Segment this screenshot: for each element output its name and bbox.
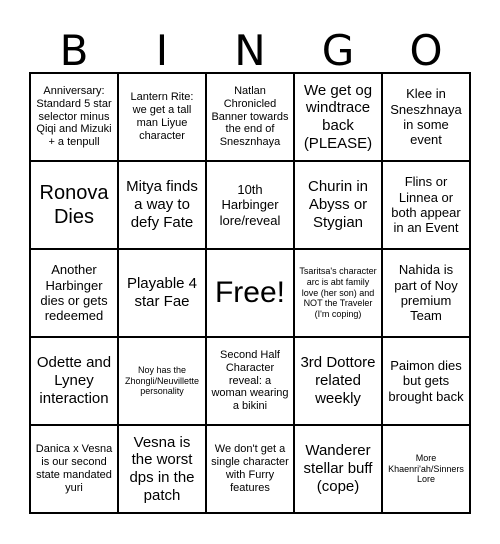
bingo-cell[interactable] — [206, 337, 294, 425]
bingo-cell-text: Anniversary: Standard 5 star selector minus Qiqi and Mizuki + a tenpull — [36, 84, 112, 149]
header-letter-n: N — [234, 26, 266, 75]
bingo-cell-text: Paimon dies but gets brought back — [388, 358, 464, 404]
bingo-cell[interactable] — [118, 249, 206, 337]
bingo-cell-text: Another Harbinger dies or gets redeemed — [40, 262, 108, 324]
bingo-cell[interactable] — [118, 73, 206, 161]
bingo-cell[interactable] — [382, 73, 470, 161]
bingo-cell-text: We don't get a single character with Furry features — [211, 443, 289, 494]
bingo-cell[interactable] — [30, 425, 118, 513]
bingo-cell[interactable] — [30, 161, 118, 249]
bingo-cell-text: Tsaritsa's character arc is abt family love (her son) and NOT the Traveler (I'm coping) — [299, 266, 377, 319]
bingo-cell[interactable] — [206, 425, 294, 513]
bingo-cell[interactable] — [30, 249, 118, 337]
bingo-cell[interactable] — [30, 73, 118, 161]
bingo-cell-text: Nahida is part of Noy premium Team — [394, 262, 458, 324]
bingo-cell[interactable] — [294, 73, 382, 161]
bingo-cell-text: Danica x Vesna is our second state mandated yuri — [35, 443, 113, 494]
bingo-cell-text: Mitya finds a way to defy Fate — [126, 178, 198, 231]
bingo-cell[interactable] — [382, 249, 470, 337]
bingo-cell-text: Klee in Sneszhnaya in some event — [390, 86, 462, 148]
header-letter-o: O — [409, 26, 443, 75]
bingo-cell-text: 10th Harbinger lore/reveal — [219, 182, 281, 228]
bingo-cell-text: Wanderer stellar buff (cope) — [303, 442, 373, 495]
bingo-cell-text: Second Half Character reveal: a woman wearing a bikini — [211, 348, 289, 413]
bingo-cell[interactable] — [118, 425, 206, 513]
bingo-cell-text: Playable 4 star Fae — [126, 275, 198, 310]
bingo-cell-text: Vesna is the worst dps in the patch — [129, 433, 195, 504]
bingo-cell-text: Odette and Lyney interaction — [36, 354, 112, 407]
bingo-cell[interactable] — [118, 161, 206, 249]
header-letter-i: I — [155, 26, 169, 75]
bingo-cell[interactable] — [206, 161, 294, 249]
bingo-cell-text: We get og windtrace back (PLEASE) — [303, 81, 373, 152]
bingo-cell[interactable] — [294, 425, 382, 513]
bingo-cell[interactable] — [118, 337, 206, 425]
bingo-cell-text: Lantern Rite: we get a tall man Liyue character — [130, 91, 194, 142]
bingo-cell[interactable] — [294, 249, 382, 337]
bingo-cell-text: Ronova Dies — [39, 182, 109, 228]
bingo-cell-text: 3rd Dottore related weekly — [300, 354, 376, 407]
bingo-cell-text: Churin in Abyss or Stygian — [307, 178, 369, 231]
bingo-cell[interactable] — [382, 161, 470, 249]
bingo-cell[interactable] — [294, 161, 382, 249]
header-letter-g: G — [321, 26, 355, 75]
bingo-cell-text: Flins or Linnea or both appear in an Event — [391, 174, 461, 236]
bingo-cell-text: Natlan Chronicled Banner towards the end of Snesznhaya — [211, 84, 289, 149]
bingo-cell[interactable] — [294, 337, 382, 425]
bingo-cell-text: More Khaenri'ah/Sinners Lore — [388, 453, 464, 485]
bingo-cell[interactable] — [206, 73, 294, 161]
bingo-cell-text: Noy has the Zhongli/Neuvillette personality — [124, 365, 200, 397]
header-letter-b: B — [59, 26, 89, 75]
bingo-cell[interactable] — [382, 425, 470, 513]
bingo-grid — [29, 72, 471, 514]
bingo-cell[interactable] — [30, 337, 118, 425]
free-space-cell[interactable] — [206, 249, 294, 337]
bingo-cell[interactable] — [382, 337, 470, 425]
bingo-cell-text: Free! — [214, 276, 286, 310]
